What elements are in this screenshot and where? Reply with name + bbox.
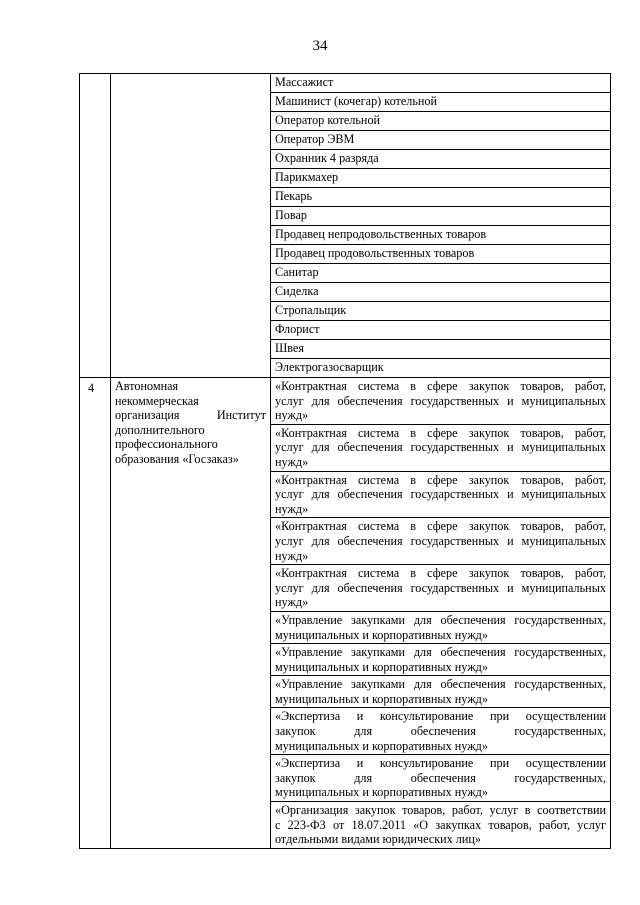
course-cell [271,611,611,643]
course-line: «Контрактная система в сфере закупок товаров, работ, [275,566,606,581]
table-row [80,378,611,425]
profession-cell: Электрогазосварщик [271,359,611,378]
profession-cell: Швея [271,340,611,359]
course-line: муниципальных и корпоративных нужд» [275,738,488,753]
course-cell [271,424,611,471]
profession-cell: Оператор котельной [271,112,611,131]
course-line: отдельными видами юридических лиц» [275,832,482,847]
course-line: «Управление закупками для обеспечения государственных, [275,645,606,660]
organization-cell-empty [111,74,271,378]
row-number: 4 [80,378,111,849]
profession-cell: Оператор ЭВМ [271,131,611,150]
course-line: муниципальных и корпоративных нужд» [275,691,488,706]
organization-name-line: образования «Госзаказ» [115,451,239,466]
course-line: муниципальных и корпоративных нужд» [275,785,488,800]
course-line: нужд» [275,408,309,423]
profession-cell: Массажист [271,74,611,93]
course-cell [271,518,611,565]
course-line: «Экспертиза и консультирование при осуществлении [275,709,606,724]
course-line: муниципальных и корпоративных нужд» [275,659,488,674]
course-line: услуг для обеспечения государственных и муниципальных [275,580,606,595]
course-line: нужд» [275,595,309,610]
course-line: услуг для обеспечения государственных и муниципальных [275,440,606,455]
profession-cell: Продавец продовольственных товаров [271,245,611,264]
profession-cell: Повар [271,207,611,226]
course-line: «Контрактная система в сфере закупок товаров, работ, [275,425,606,440]
course-cell [271,676,611,708]
course-line: «Контрактная система в сфере закупок товаров, работ, [275,472,606,487]
course-cell [271,565,611,612]
course-line: «Организация закупок товаров, работ, услуг в соответствии [275,803,606,818]
course-cell [271,378,611,425]
course-line: «Управление закупками для обеспечения государственных, [275,677,606,692]
course-line: нужд» [275,548,309,563]
course-line: нужд» [275,501,309,516]
profession-cell: Продавец непродовольственных товаров [271,226,611,245]
course-line: с 223-ФЗ от 18.07.2011 «О закупках товаров, работ, услуг [275,817,606,832]
profession-cell: Парикмахер [271,169,611,188]
organizations-table [79,73,611,849]
profession-cell: Охранник 4 разряда [271,150,611,169]
course-cell [271,644,611,676]
course-line: «Контрактная система в сфере закупок товаров, работ, [275,379,606,393]
course-line: закупок для обеспечения государственных, [275,724,606,739]
profession-cell: Сиделка [271,283,611,302]
course-line: «Контрактная система в сфере закупок товаров, работ, [275,519,606,534]
course-line: услуг для обеспечения государственных и муниципальных [275,533,606,548]
profession-cell: Стропальщик [271,302,611,321]
profession-cell: Машинист (кочегар) котельной [271,93,611,112]
course-line: нужд» [275,454,309,469]
organization-name [111,378,271,849]
table-row [80,74,611,93]
course-line: услуг для обеспечения государственных и муниципальных [275,487,606,502]
course-line: муниципальных и корпоративных нужд» [275,627,488,642]
course-line: «Управление закупками для обеспечения государственных, [275,612,606,627]
course-cell [271,708,611,755]
profession-cell: Санитар [271,264,611,283]
organization-name-line: дополнительного [115,422,205,437]
organization-name-line: некоммерческая [115,393,199,408]
organization-name-line: Автономная [115,379,179,393]
organization-name-line: профессионального [115,437,218,452]
organization-name-line: организация Институт [115,408,266,423]
course-line: закупок для обеспечения государственных, [275,770,606,785]
row-number-cell-empty [80,74,111,378]
page-number: 34 [312,38,328,54]
profession-cell: Флорист [271,321,611,340]
course-cell [271,471,611,518]
course-cell [271,802,611,849]
course-line: услуг для обеспечения государственных и муниципальных [275,393,606,408]
course-line: «Экспертиза и консультирование при осуществлении [275,756,606,771]
profession-cell: Пекарь [271,188,611,207]
course-cell [271,755,611,802]
